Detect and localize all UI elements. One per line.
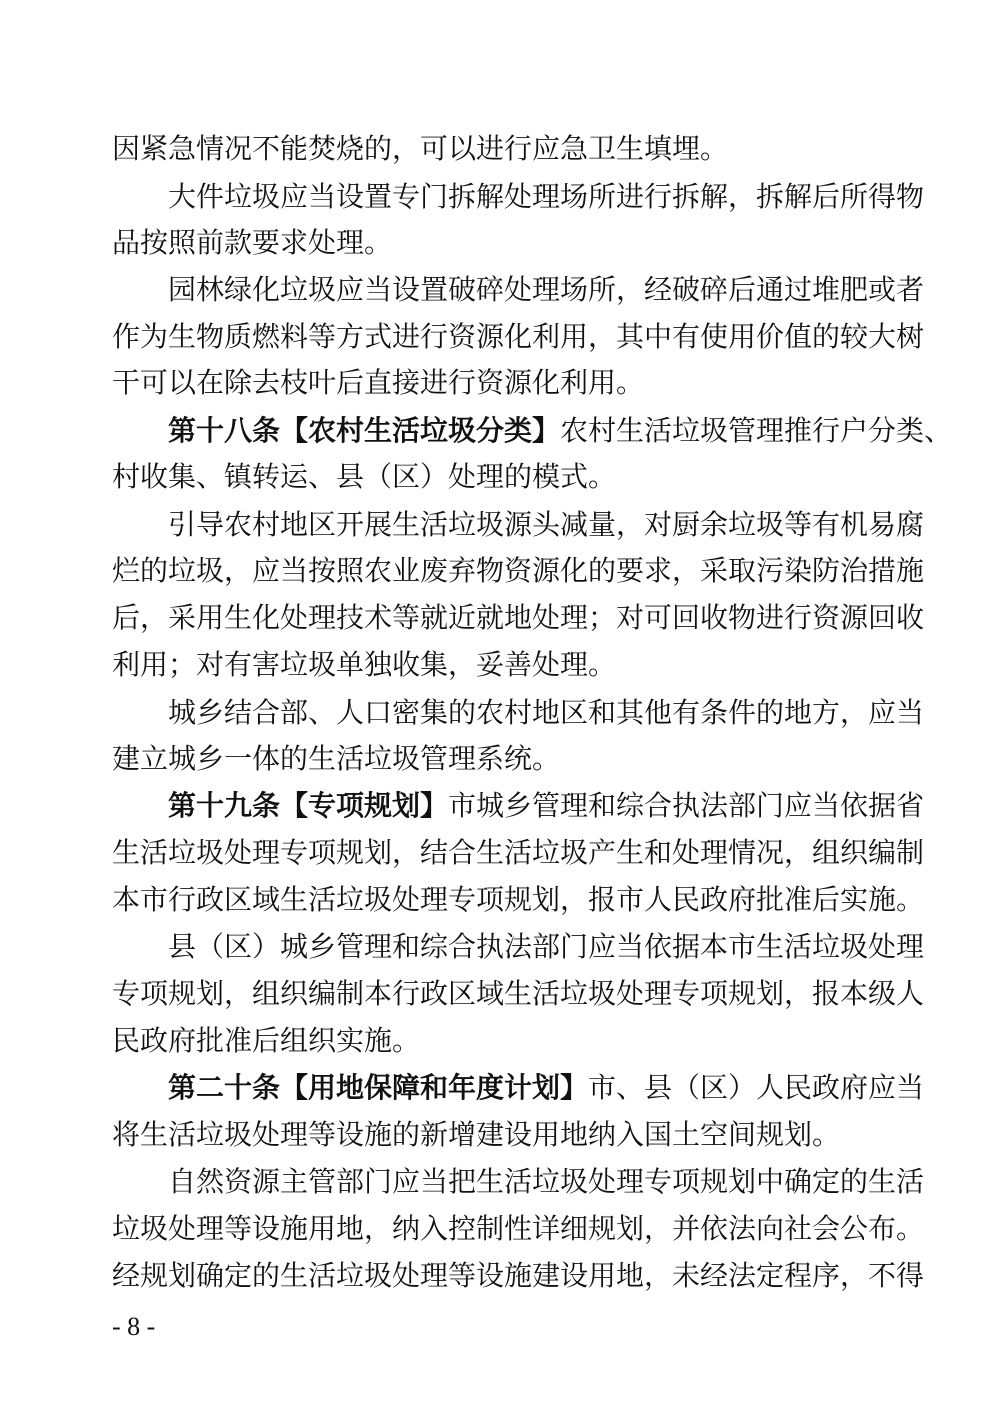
article-19-first-line xyxy=(168,786,925,826)
body-text-line: 自然资源主管部门应当把生活垃圾处理专项规划中确定的生活 xyxy=(168,1165,925,1198)
article-19-heading: 第十九条【专项规划】 xyxy=(168,789,449,822)
page-number: - 8 - xyxy=(112,1312,156,1341)
body-text-line: 建立城乡一体的生活垃圾管理系统。 xyxy=(112,742,561,775)
body-text-line: 引导农村地区开展生活垃圾源头减量，对厨余垃圾等有机易腐 xyxy=(168,508,925,541)
body-text-segment: 市、县（区）人民政府应当 xyxy=(588,1071,925,1104)
body-text-line: 烂的垃圾，应当按照农业废弃物资源化的要求，采取污染防治措施 xyxy=(112,554,925,587)
body-text-line: 作为生物质燃料等方式进行资源化利用，其中有使用价值的较大树 xyxy=(112,320,925,353)
body-text-line: 经规划确定的生活垃圾处理等设施建设用地，未经法定程序，不得 xyxy=(112,1259,925,1292)
body-text-line: 后，采用生化处理技术等就近就地处理；对可回收物进行资源回收 xyxy=(112,601,925,634)
body-text-segment: 市城乡管理和综合执法部门应当依据省 xyxy=(448,789,925,822)
article-18-first-line xyxy=(168,411,953,451)
body-text-line: 生活垃圾处理专项规划，结合生活垃圾产生和处理情况，组织编制 xyxy=(112,836,925,869)
article-20-first-line xyxy=(168,1068,925,1108)
body-text-line: 垃圾处理等设施用地，纳入控制性详细规划，并依法向社会公布。 xyxy=(112,1212,925,1245)
body-text-line: 将生活垃圾处理等设施的新增建设用地纳入国土空间规划。 xyxy=(112,1118,841,1151)
body-text-segment: 农村生活垃圾管理推行户分类、 xyxy=(560,414,953,447)
body-text-line: 因紧急情况不能焚烧的，可以进行应急卫生填埋。 xyxy=(112,132,729,165)
article-20-heading: 第二十条【用地保障和年度计划】 xyxy=(168,1071,589,1104)
body-text-line: 品按照前款要求处理。 xyxy=(112,226,393,259)
article-18-heading: 第十八条【农村生活垃圾分类】 xyxy=(168,414,561,447)
body-text-line: 园林绿化垃圾应当设置破碎处理场所，经破碎后通过堆肥或者 xyxy=(168,273,925,306)
body-text-line: 城乡结合部、人口密集的农村地区和其他有条件的地方，应当 xyxy=(168,696,925,729)
body-text-line: 民政府批准后组织实施。 xyxy=(112,1024,421,1057)
body-text-line: 本市行政区域生活垃圾处理专项规划，报市人民政府批准后实施。 xyxy=(112,883,925,916)
body-text-line: 利用；对有害垃圾单独收集，妥善处理。 xyxy=(112,648,617,681)
body-text-line: 大件垃圾应当设置专门拆解处理场所进行拆解，拆解后所得物 xyxy=(168,180,925,213)
body-text-line: 专项规划，组织编制本行政区域生活垃圾处理专项规划，报本级人 xyxy=(112,977,925,1010)
body-text-line: 县（区）城乡管理和综合执法部门应当依据本市生活垃圾处理 xyxy=(168,930,925,963)
body-text-line: 村收集、镇转运、县（区）处理的模式。 xyxy=(112,460,617,493)
body-text-line: 干可以在除去枝叶后直接进行资源化利用。 xyxy=(112,366,645,399)
